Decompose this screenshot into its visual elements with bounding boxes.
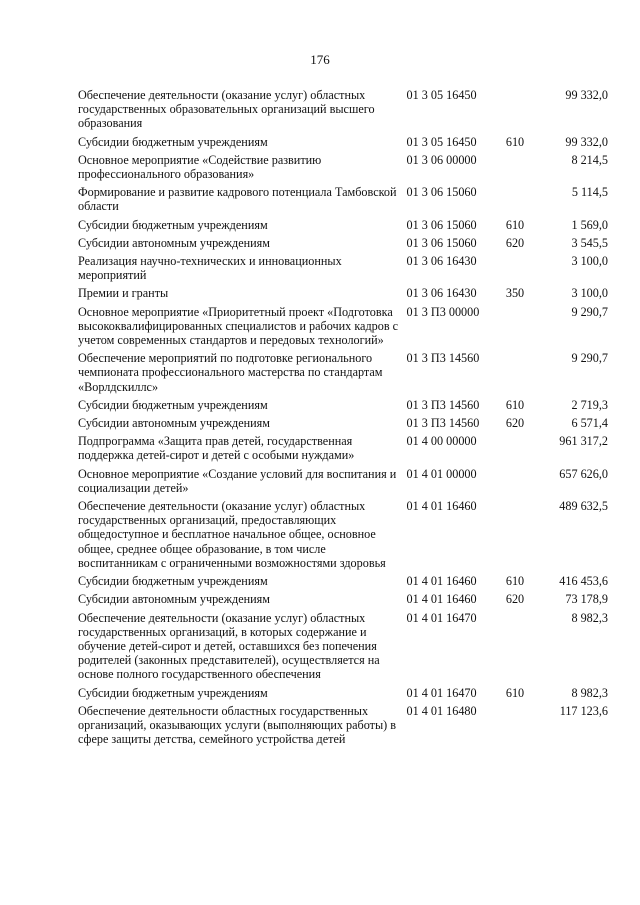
- table-row: [78, 88, 608, 135]
- table-row: [78, 416, 608, 434]
- row-expense-type: [506, 704, 538, 751]
- row-code: 01 3 06 16430: [406, 286, 477, 301]
- row-sum: 489 632,5: [559, 499, 608, 514]
- row-code: 01 4 00 00000: [406, 434, 477, 449]
- row-code: 01 3 06 15060: [406, 185, 477, 200]
- row-name: Основное мероприятие «Приоритетный проект «Подготовка высококвалифицированных специалистов и рабочих кадров с учетом современных стандартов и передовых технологий»: [78, 304, 399, 348]
- row-sum: 3 100,0: [571, 286, 608, 301]
- row-expense-type: 610: [505, 574, 525, 589]
- row-code: 01 4 01 16460: [406, 574, 477, 589]
- row-expense-type: [506, 351, 538, 398]
- row-sum: 8 982,3: [571, 685, 608, 700]
- row-expense-type: [506, 185, 538, 217]
- row-name: Обеспечение деятельности (оказание услуг) областных государственных образовательных организаций высшего образования: [78, 88, 375, 131]
- row-code: 01 3 П3 14560: [406, 351, 480, 366]
- row-name: Обеспечение деятельности (оказание услуг) областных государственных организаций, предоставляющих общедоступное и бесплатное начальное общее, основное общее, среднее общее образование, в том числе воспитанникам с ограниченными возможностями здоровья: [78, 499, 386, 570]
- row-sum: 99 332,0: [565, 134, 608, 149]
- table-row: [78, 398, 608, 416]
- row-sum: 657 626,0: [559, 466, 608, 481]
- row-name: Субсидии бюджетным учреждениям: [78, 217, 268, 232]
- row-name: Субсидии автономным учреждениям: [78, 235, 270, 250]
- row-sum: 117 123,6: [559, 703, 608, 718]
- row-expense-type: [506, 88, 538, 135]
- row-code: 01 3 06 15060: [406, 217, 477, 232]
- row-sum: 961 317,2: [559, 434, 608, 449]
- row-expense-type: 350: [505, 286, 525, 301]
- row-name: Реализация научно-технических и инновационных мероприятий: [78, 254, 342, 283]
- row-expense-type: 610: [505, 217, 525, 232]
- table-row: [78, 153, 608, 185]
- budget-table: [78, 88, 608, 750]
- row-sum: 9 290,7: [571, 351, 608, 366]
- row-expense-type: [506, 305, 538, 352]
- table-row: [78, 218, 608, 236]
- row-code: 01 3 П3 14560: [406, 416, 480, 431]
- row-expense-type: [506, 434, 538, 466]
- row-sum: 99 332,0: [565, 88, 608, 102]
- table-row: [78, 254, 608, 286]
- table-row: [78, 286, 608, 304]
- table-row: [78, 185, 608, 217]
- row-expense-type: [506, 254, 538, 286]
- row-expense-type: 610: [505, 397, 525, 412]
- page-number: 176: [310, 52, 330, 67]
- row-name: Основное мероприятие «Создание условий для воспитания и социализации детей»: [78, 466, 397, 495]
- row-sum: 5 114,5: [571, 185, 608, 200]
- row-code: 01 4 01 16470: [406, 610, 477, 625]
- row-expense-type: [506, 611, 538, 686]
- row-name: Обеспечение мероприятий по подготовке регионального чемпионата профессионального мастерства по стандартам «Ворлдскиллс»: [78, 351, 383, 394]
- row-sum: 8 214,5: [571, 152, 608, 167]
- row-expense-type: [506, 153, 538, 185]
- row-code: 01 3 П3 14560: [406, 397, 480, 412]
- row-name: Обеспечение деятельности (оказание услуг) областных государственных организаций, в которых содержание и обучение детей-сирот и детей, оставшихся без попечения родителей (законных представителей), осуществляется на основе полного государственного обеспечения: [78, 610, 380, 682]
- table-row: [78, 592, 608, 610]
- row-sum: 416 453,6: [559, 574, 608, 589]
- row-name: Субсидии бюджетным учреждениям: [78, 397, 268, 412]
- table-row: [78, 135, 608, 153]
- row-sum: 9 290,7: [571, 304, 608, 319]
- row-code: 01 3 06 00000: [406, 152, 477, 167]
- table-row: [78, 686, 608, 704]
- row-name: Обеспечение деятельности областных государственных организаций, оказывающих услуги (выполняющих работы) в сфере защиты детства, семейного устройства детей: [78, 703, 396, 747]
- row-expense-type: 620: [505, 592, 525, 607]
- table-row: [78, 467, 608, 499]
- row-expense-type: 610: [505, 685, 525, 700]
- budget-table-body: [78, 88, 608, 750]
- row-name: Субсидии бюджетным учреждениям: [78, 574, 268, 589]
- row-sum: 3 545,5: [571, 235, 608, 250]
- row-sum: 3 100,0: [571, 254, 608, 269]
- row-expense-type: 620: [505, 416, 525, 431]
- row-sum: 6 571,4: [571, 416, 608, 431]
- row-code: 01 3 05 16450: [406, 88, 477, 102]
- row-name: Основное мероприятие «Содействие развитию профессионального образования»: [78, 152, 322, 182]
- row-sum: 8 982,3: [571, 610, 608, 625]
- row-sum: 2 719,3: [571, 397, 608, 412]
- row-expense-type: [506, 499, 538, 574]
- row-code: 01 3 06 16430: [406, 254, 477, 269]
- table-row: [78, 704, 608, 751]
- table-row: [78, 351, 608, 398]
- row-sum: 73 178,9: [565, 592, 608, 607]
- row-name: Премии и гранты: [78, 286, 169, 301]
- row-name: Субсидии автономным учреждениям: [78, 416, 270, 431]
- row-code: 01 4 01 16480: [406, 703, 477, 718]
- row-expense-type: 620: [505, 235, 525, 250]
- row-code: 01 4 01 16470: [406, 685, 477, 700]
- row-code: 01 4 01 16460: [406, 592, 477, 607]
- row-name: Субсидии автономным учреждениям: [78, 592, 270, 607]
- table-row: [78, 236, 608, 254]
- row-code: 01 3 06 15060: [406, 235, 477, 250]
- table-row: [78, 434, 608, 466]
- row-code: 01 4 01 16460: [406, 499, 477, 514]
- row-expense-type: 610: [505, 134, 525, 149]
- row-name: Субсидии бюджетным учреждениям: [78, 685, 268, 700]
- row-code: 01 3 05 16450: [406, 134, 477, 149]
- table-row: [78, 499, 608, 574]
- row-name: Субсидии бюджетным учреждениям: [78, 134, 268, 149]
- row-code: 01 3 П3 00000: [406, 304, 480, 319]
- row-sum: 1 569,0: [571, 217, 608, 232]
- table-row: [78, 611, 608, 686]
- table-row: [78, 574, 608, 592]
- row-name: Подпрограмма «Защита прав детей, государственная поддержка детей-сирот и детей с особыми нуждами»: [78, 434, 355, 463]
- row-name: Формирование и развитие кадрового потенциала Тамбовской области: [78, 185, 397, 214]
- row-code: 01 4 01 00000: [406, 466, 477, 481]
- table-row: [78, 305, 608, 352]
- row-expense-type: [506, 467, 538, 499]
